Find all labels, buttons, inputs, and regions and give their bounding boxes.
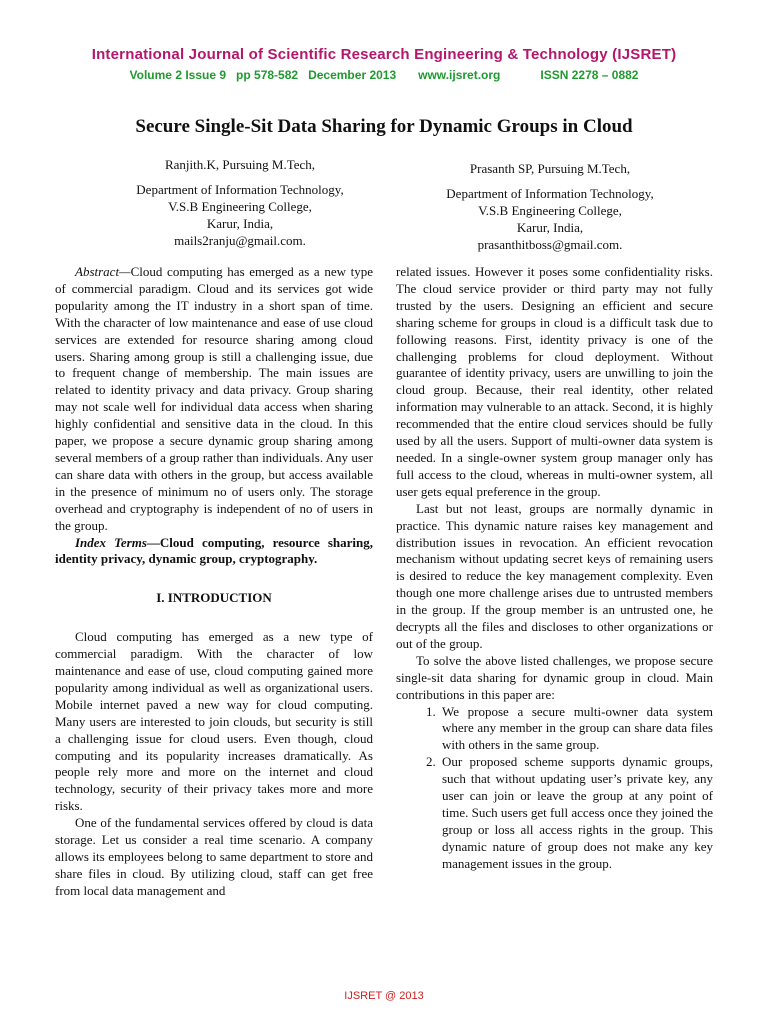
author-college: V.S.B Engineering College, bbox=[478, 203, 622, 218]
right-column bbox=[396, 264, 713, 873]
paragraph: To solve the above listed challenges, we propose secure single-sit data sharing for dynamic group in cloud. Main contributions in this paper are: bbox=[396, 652, 713, 702]
index-terms-text: —Cloud computing, resource sharing, identity privacy, dynamic group, cryptography. bbox=[55, 534, 373, 567]
journal-title: International Journal of Scientific Research Engineering & Technology (IJSRET) bbox=[91, 46, 677, 63]
paragraph: related issues. However it poses some confidentiality risks. The cloud service provider or third party may not fully trusted by the users. Designing an efficient and secure sharing scheme for groups in cloud is a difficult task due to following reasons. First, identity privacy is one of the challenging problems for cloud deployment. Without guarantee of identity privacy, users are unwilling to join the cloud group. Because, their real identity, other related information may vulnerable to an attack. Second, it is highly recommended that the entire cloud services should be fully used by all the users. Support of multi-owner data system is needed. In a single-owner system group manager only has full access to the cloud, whereas in multi-owner system, all user gets equal preference in the group. bbox=[396, 264, 713, 499]
journal-issn: ISSN 2278 – 0882 bbox=[540, 68, 639, 82]
paper-title: Secure Single-Sit Data Sharing for Dynamic Groups in Cloud bbox=[135, 116, 633, 137]
journal-info bbox=[0, 68, 768, 82]
paragraph: Cloud computing has emerged as a new type of commercial paradigm. With the character of low maintenance and ease of use, cloud computing gained more popularity among individual as well as organizational users. Mobile internet paved a new way for cloud computing. Many users are interested to join clouds, but security is still a challenging issue for cloud users. Even though, cloud computing and its popularity increases dramatically. As people rely more and more on the internet and cloud technology, security of their privacy takes more and more risks. bbox=[55, 629, 373, 814]
journal-pages: pp 578-582 bbox=[236, 68, 299, 82]
index-terms bbox=[55, 535, 373, 569]
author-name: Prasanth SP, Pursuing M.Tech, bbox=[469, 161, 631, 176]
journal-date: December 2013 bbox=[308, 68, 397, 82]
paragraph: Last but not least, groups are normally dynamic in practice. This dynamic nature raises key management and distribution issues in revocation. An efficient revocation mechanism without updating secret keys of remaining users is desired to reduce the key management complexity. Even though one more challenge arises due to untrusted members in the group. If the group member is an untrusted one, he decrypts all the files and discloses to other organizations or out of the group. bbox=[396, 500, 713, 651]
author-college: V.S.B Engineering College, bbox=[168, 199, 312, 214]
list-item: 2. Our proposed scheme supports dynamic groups, such that without updating user’s private key, any user can join or leave the group at any point of time. Such users get full access once they joined the group or loss all access rights in the group. This dynamic nature of group does not make any key management issues in the group. bbox=[439, 754, 713, 872]
author-email: prasanthitboss@gmail.com. bbox=[477, 237, 623, 252]
abstract-text: Cloud computing has emerged as a new type of commercial paradigm. Cloud and its services got wide popularity among the IT industry in a short span of time. With the character of low maintenance and ease of use cloud services are extended for resource sharing among cloud users. Sharing among group is still a challenging issue, due to frequent change of membership. The main issues are related to identity privacy and data privacy. Group sharing may not scale well for individual data access when sharing highly confidential and sensitive data in the cloud. In this paper, we propose a secure dynamic group sharing among several members of a group rather than individuals. Any user can share data with others in the group, but access available in the presence of minimum no of users only. The storage overhead and cryptography is independent of no of users in the group. bbox=[55, 264, 373, 533]
list-item: 1. We propose a secure multi-owner data system where any member in the group can share data files with others in the same group. bbox=[439, 704, 713, 755]
author-department: Department of Information Technology, bbox=[136, 182, 344, 197]
author-location: Karur, India, bbox=[516, 220, 584, 235]
author-location: Karur, India, bbox=[206, 216, 274, 231]
section-heading-introduction: I. INTRODUCTION bbox=[156, 590, 272, 606]
abstract-label: Abstract— bbox=[75, 264, 131, 279]
page-footer: IJSRET @ 2013 bbox=[344, 990, 424, 1002]
author-block-2 bbox=[400, 160, 700, 253]
left-column bbox=[55, 264, 373, 900]
author-block-1 bbox=[90, 156, 390, 249]
abstract bbox=[55, 264, 373, 535]
author-name: Ranjith.K, Pursuing M.Tech, bbox=[164, 157, 316, 172]
author-department: Department of Information Technology, bbox=[446, 186, 654, 201]
contributions-list bbox=[396, 704, 713, 873]
author-email: mails2ranju@gmail.com. bbox=[174, 233, 306, 248]
paragraph: One of the fundamental services offered by cloud is data storage. Let us consider a real time scenario. A company allows its employees belong to same department to store and share files in cloud. By utilizing cloud, staff can get free from local data management and bbox=[55, 815, 373, 898]
journal-volume: Volume 2 Issue 9 bbox=[129, 68, 227, 82]
journal-website: www.ijsret.org bbox=[418, 68, 501, 82]
index-terms-label: Index Terms bbox=[75, 534, 147, 550]
